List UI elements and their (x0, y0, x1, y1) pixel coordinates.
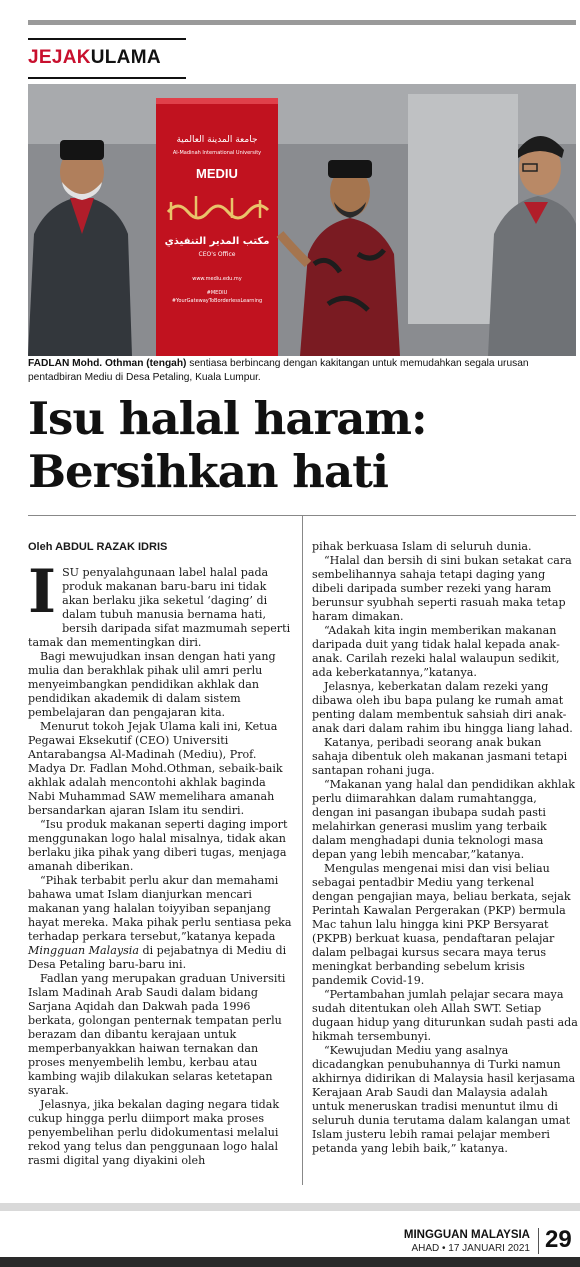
banner-website: www.mediu.edu.my (192, 276, 242, 282)
paragraph: “Pertambahan jumlah pelajar secara maya sudah ditentukan oleh Allah SWT. Setiap dugaan hidup yang diturunkan sudah pasti ada hikmah tersembunyi. (312, 988, 578, 1043)
headline-line-1: Isu halal haram: (28, 392, 427, 445)
paragraph-text: SU penyalahgunaan label halal pada produk makanan baru-baru ini tidak akan berlaku jika seketul ‘daging’ di dalam tubuh manusia bernama hati, bersih daripada sifat mazmumah seperti tamak dan mementingkan diri. (28, 566, 291, 649)
publication-name: Mingguan Malaysia (28, 944, 139, 957)
byline: Oleh ABDUL RAZAK IDRIS (28, 541, 168, 553)
bottom-bar (0, 1257, 580, 1267)
paragraph: Jelasnya, keberkatan dalam rezeki yang dibawa oleh ibu bapa pulang ke rumah amat penting dalam membentuk sahsiah diri anak-anak dari dalam rahim ibu hingga liang lahad. (312, 680, 573, 735)
photo-illustration (28, 84, 576, 356)
paragraph: Mengulas mengenai misi dan visi beliau sebagai pentadbir Mediu yang terkenal dengan pengajian maya, beliau berkata, sejak Perintah Kawalan Pergerakan (PKP) bermula Mac tahun lalu hingga kini PKP Bersyarat (PKPB) berkuat kuasa, pendaftaran pelajar dalam pelbagai kursus secara maya terus meningkat berbanding sebelum krisis pandemik Covid-19. (312, 862, 571, 987)
caption-text: sentiasa berbincang dengan kakitangan untuk memudahkan segala urusan pentadbiran Mediu di Desa Petaling, Kuala Lumpur. (28, 358, 529, 383)
paragraph: “Isu produk makanan seperti daging import menggunakan logo halal misalnya, tidak akan berlaku jika pihak yang diberi tugas, menjaga amanah diberikan. (28, 818, 288, 873)
paragraph-text: di pejabatnya di Mediu di Desa Petaling baru-baru ini. (28, 944, 287, 971)
publication-title: MINGGUAN MALAYSIA (403, 1229, 530, 1241)
paragraph (28, 557, 296, 650)
headline (28, 392, 576, 498)
banner-office: CEO's Office (198, 251, 236, 258)
paragraph: “Adakah kita ingin memberikan makanan daripada duit yang tidak halal kepada anak-anak. Carilah rezeki halal walaupun sedikit, ada keberkatannya,”katanya. (312, 624, 560, 679)
paragraph (28, 874, 296, 972)
paragraph: “Makanan yang halal dan pendidikan akhlak perlu diimarahkan dalam rumahtangga, dengan ini pasangan ibubapa sudah pasti melahirkan generasi muslim yang terbaik dalam menghadapi dunia teknologi masa depan yang lebih mencabar,”katanya. (312, 778, 575, 861)
caption-lead: FADLAN Mohd. Othman (tengah) (28, 358, 187, 369)
banner-arabic-office: مكتب المدير التنفيذي (164, 236, 270, 247)
paragraph: pihak berkuasa Islam di seluruh dunia. (312, 540, 532, 553)
footer-divider (538, 1228, 539, 1254)
paragraph: Menurut tokoh Jejak Ulama kali ini, Ketua Pegawai Eksekutif (CEO) Universiti Antarabangsa Al-Madinah (Mediu), Prof. Madya Dr. Fadlan Mohd.Othman, sebaik-baik akhlak adalah mencontohi akhlak baginda Nabi Muhammad SAW memelihara amanah bersandarkan ajaran Islam itu sendiri. (28, 720, 283, 817)
banner-title: MEDIU (196, 166, 238, 181)
paragraph: Katanya, peribadi seorang anak bukan sahaja dibentuk oleh makanan jasmani tetapi santapan rohani juga. (312, 736, 568, 777)
section-label (28, 38, 186, 79)
paragraph: Jelasnya, jika bekalan daging negara tidak cukup hingga perlu diimport maka proses penyembelihan perlu didokumentasi melalui rekod yang telus dan penggunaan logo halal rasmi digital yang diyakini oleh (28, 1098, 280, 1167)
article-column-1 (28, 557, 296, 1168)
paragraph: “Kewujudan Mediu yang asalnya dicadangkan penubuhannya di Turki namun akhirnya didirikan di Malaysia hasil kerjasama Kerajaan Arab Saudi dan Malaysia adalah untuk meneruskan tradisi menuntut ilmu di seluruh dunia terutama dalam kalangan umat Islam justeru lebih ramai pelajar memberi petanda yang lebih baik,” katanya. (312, 1044, 576, 1155)
banner-english-name: Al-Madinah International University (172, 150, 262, 156)
footer-band (0, 1203, 580, 1211)
section-kicker-black: ULAMA (90, 47, 161, 68)
top-rule (28, 20, 576, 25)
drop-cap: I (28, 557, 57, 627)
banner-arabic-name: جامعة المدينة العالمية (176, 135, 258, 145)
paragraph: “Halal dan bersih di sini bukan setakat cara sembelihannya sahaja tetapi daging yang dibeli daripada sumber rezeki yang haram berunsur syubhah seperti rasuah maka tetap haram dimakan. (312, 554, 572, 623)
section-kicker-red: JEJAK (28, 47, 91, 68)
banner-hashtag-2: #YourGatewayToBorderlessLearning (171, 298, 263, 304)
article-photo (28, 84, 576, 356)
paragraph-text: “Pihak terbabit perlu akur dan memahami bahawa umat Islam dianjurkan mencari makanan yang halalan toiyyiban sepanjang hayat mereka. Maka pihak perlu sentiasa peka terhadap perkara tersebut,”katanya kepada (28, 874, 292, 943)
banner-hashtag-1: #MEDIU (206, 290, 228, 296)
column-divider (302, 515, 303, 1185)
article-column-2 (312, 540, 578, 1156)
photo-caption (28, 357, 576, 385)
paragraph: Fadlan yang merupakan graduan Universiti Islam Madinah Arab Saudi dalam bidang Sarjana Aqidah dan Dakwah pada 1996 berkata, golongan penternak tempatan perlu berazam dan dibantu kerajaan untuk memperbanyakkan haiwan ternakan dan proses menyembelih lembu, kerbau atau kambing wajib dilakukan selaras ketetapan syarak. (28, 972, 286, 1097)
page-footer (0, 1226, 580, 1256)
publication-date: AHAD • 17 JANUARI 2021 (411, 1243, 530, 1254)
section-kicker (28, 47, 161, 69)
headline-line-2: Bersihkan hati (28, 445, 388, 498)
page-number: 29 (545, 1226, 572, 1253)
paragraph: Bagi mewujudkan insan dengan hati yang mulia dan berakhlak pihak ulil amri perlu menyeimbangkan pendidikan akhlak dan pendidikan akademik di dalam sistem pembelajaran dan pengajaran kita. (28, 650, 276, 719)
